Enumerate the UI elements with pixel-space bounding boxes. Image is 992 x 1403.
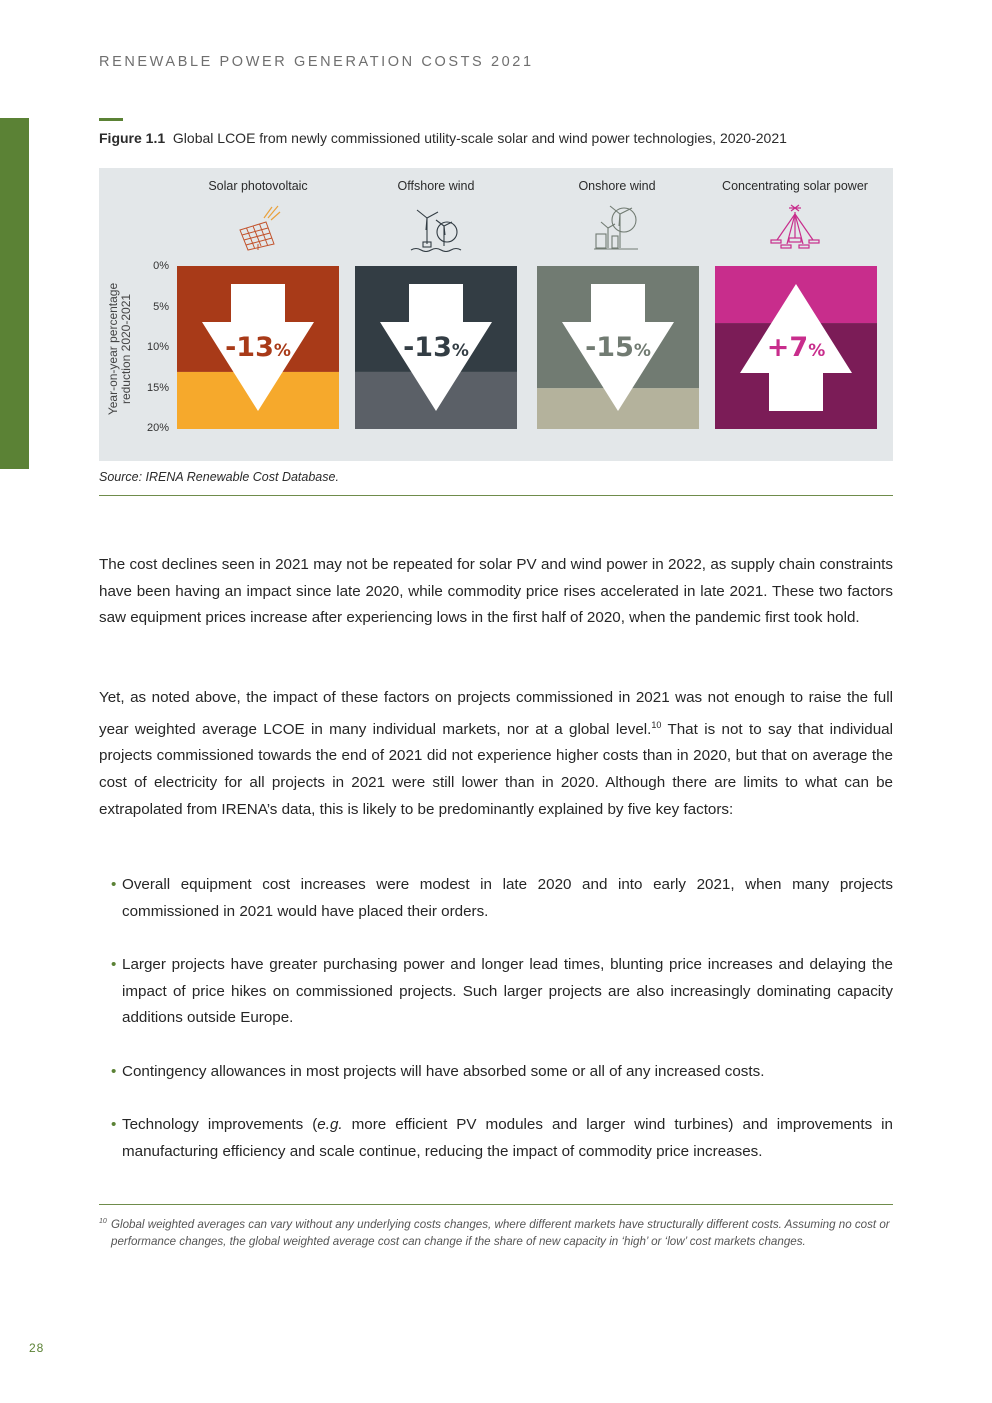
bullet-text: Larger projects have greater purchasing power and longer lead times, blunting price increases and delaying the impact of price hikes on commissioned projects. Such larger projects are also increasingly dominating capacity additions outside Europe. xyxy=(122,956,893,1027)
bullet-text: Overall equipment cost increases were modest in late 2020 and into early 2021, when many projects commissioned in 2021 would have placed their orders. xyxy=(122,876,893,920)
paragraph-2-part-2: That is not to say that individual projects commissioned towards the end of 2021 did not experience higher costs than in 2020, but that on average the cost of electricity for all projects in 2021 were still lower than in 2020. Although there are limits to what can be extrapolated from IRENA’s data, this is likely to be predominantly explained by five key factors: xyxy=(99,720,893,818)
bar-group-solar-pv xyxy=(177,266,339,429)
footnote-mark: 10 xyxy=(99,1218,107,1225)
figure-caption xyxy=(99,130,787,146)
solar-panel-icon xyxy=(234,204,282,252)
y-tick-label: 15% xyxy=(146,381,169,394)
category-label-onshore-wind: Onshore wind xyxy=(578,179,656,193)
footnote xyxy=(99,1216,893,1250)
bullet-text-part-2: more efficient PV modules and larger wind turbines) and improvements in manufacturing efficiency and scale continue, reducing the impact of commodity price increases. xyxy=(122,1116,893,1160)
y-tick-label: 20% xyxy=(146,422,169,434)
footnote-ref: 10 xyxy=(651,719,662,730)
bullet-item-1 xyxy=(111,872,893,925)
chart-bars xyxy=(99,266,893,429)
category-label-offshore-wind: Offshore wind xyxy=(397,179,475,193)
y-tick-label: 10% xyxy=(146,341,169,353)
y-tick-label: 0% xyxy=(153,260,169,272)
bullet-marker: • xyxy=(111,956,117,973)
paragraph-2 xyxy=(99,685,893,824)
category-label-solar-pv: Solar photovoltaic xyxy=(208,179,308,193)
onshore-wind-icon xyxy=(592,204,642,252)
bullet-item-3 xyxy=(111,1059,893,1086)
category-label-csp: Concentrating solar power xyxy=(722,179,868,193)
bar-group-offshore-wind xyxy=(355,266,517,429)
bullet-marker: • xyxy=(111,1116,117,1133)
y-axis-title-line-1: Year-on-year percentage xyxy=(106,282,120,416)
data-label-onshore-wind: -15% xyxy=(585,332,651,363)
offshore-wind-icon xyxy=(409,204,463,252)
data-label-csp: +7% xyxy=(766,332,826,363)
bullet-item-4 xyxy=(111,1112,893,1165)
side-accent-bar xyxy=(0,118,29,469)
chart-panel xyxy=(99,168,893,461)
bullet-text-emphasis: e.g. xyxy=(317,1116,343,1133)
figure-accent-line xyxy=(99,118,123,121)
csp-tower-icon xyxy=(769,204,821,252)
paragraph-2-part-1: Yet, as noted above, the impact of these factors on projects commissioned in 2021 was not enough to raise the full year weighted average LCOE in many individual markets, nor at a global level. xyxy=(99,689,893,738)
bar-group-onshore-wind xyxy=(537,266,699,429)
footnote-text: Global weighted averages can vary without any underlying costs changes, where different markets have structurally different costs. Assuming no cost or performance changes, the global weighted average cost can change if the share of new capacity in ‘high’ or ‘low’ cost markets changes. xyxy=(111,1218,890,1249)
figure-caption-text: Global LCOE from newly commissioned utility-scale solar and wind power technologies, 2020-2021 xyxy=(172,130,787,146)
y-axis-title-line-2: reduction 2020-2021 xyxy=(119,293,133,405)
figure-source: Source: IRENA Renewable Cost Database. xyxy=(99,470,339,484)
bullet-text xyxy=(122,1112,893,1165)
bar-group-csp xyxy=(715,266,877,429)
page-number: 28 xyxy=(29,1341,45,1355)
y-tick-label: 5% xyxy=(153,300,169,313)
footnote-rule xyxy=(99,1204,893,1205)
bullet-marker: • xyxy=(111,1063,117,1080)
data-label-solar-pv: -13% xyxy=(225,332,291,363)
data-label-offshore-wind: -13% xyxy=(403,332,469,363)
bullet-text-part-1: Technology improvements ( xyxy=(122,1116,318,1133)
bullet-marker: • xyxy=(111,876,117,893)
paragraph-1: The cost declines seen in 2021 may not be repeated for solar PV and wind power in 2022, as supply chain constraints have been having an impact since late 2020, while commodity price rises accelerated in late 2021. These two factors saw equipment prices increase after experiencing lows in the first half of 2020, when the pandemic first took hold. xyxy=(99,556,893,627)
running-header: RENEWABLE POWER GENERATION COSTS 2021 xyxy=(99,54,534,70)
figure-number: Figure 1.1 xyxy=(99,130,166,146)
bullet-item-2 xyxy=(111,952,893,1032)
figure-bottom-rule xyxy=(99,495,893,496)
bullet-text: Contingency allowances in most projects will have absorbed some or all of any increased costs. xyxy=(122,1063,765,1080)
